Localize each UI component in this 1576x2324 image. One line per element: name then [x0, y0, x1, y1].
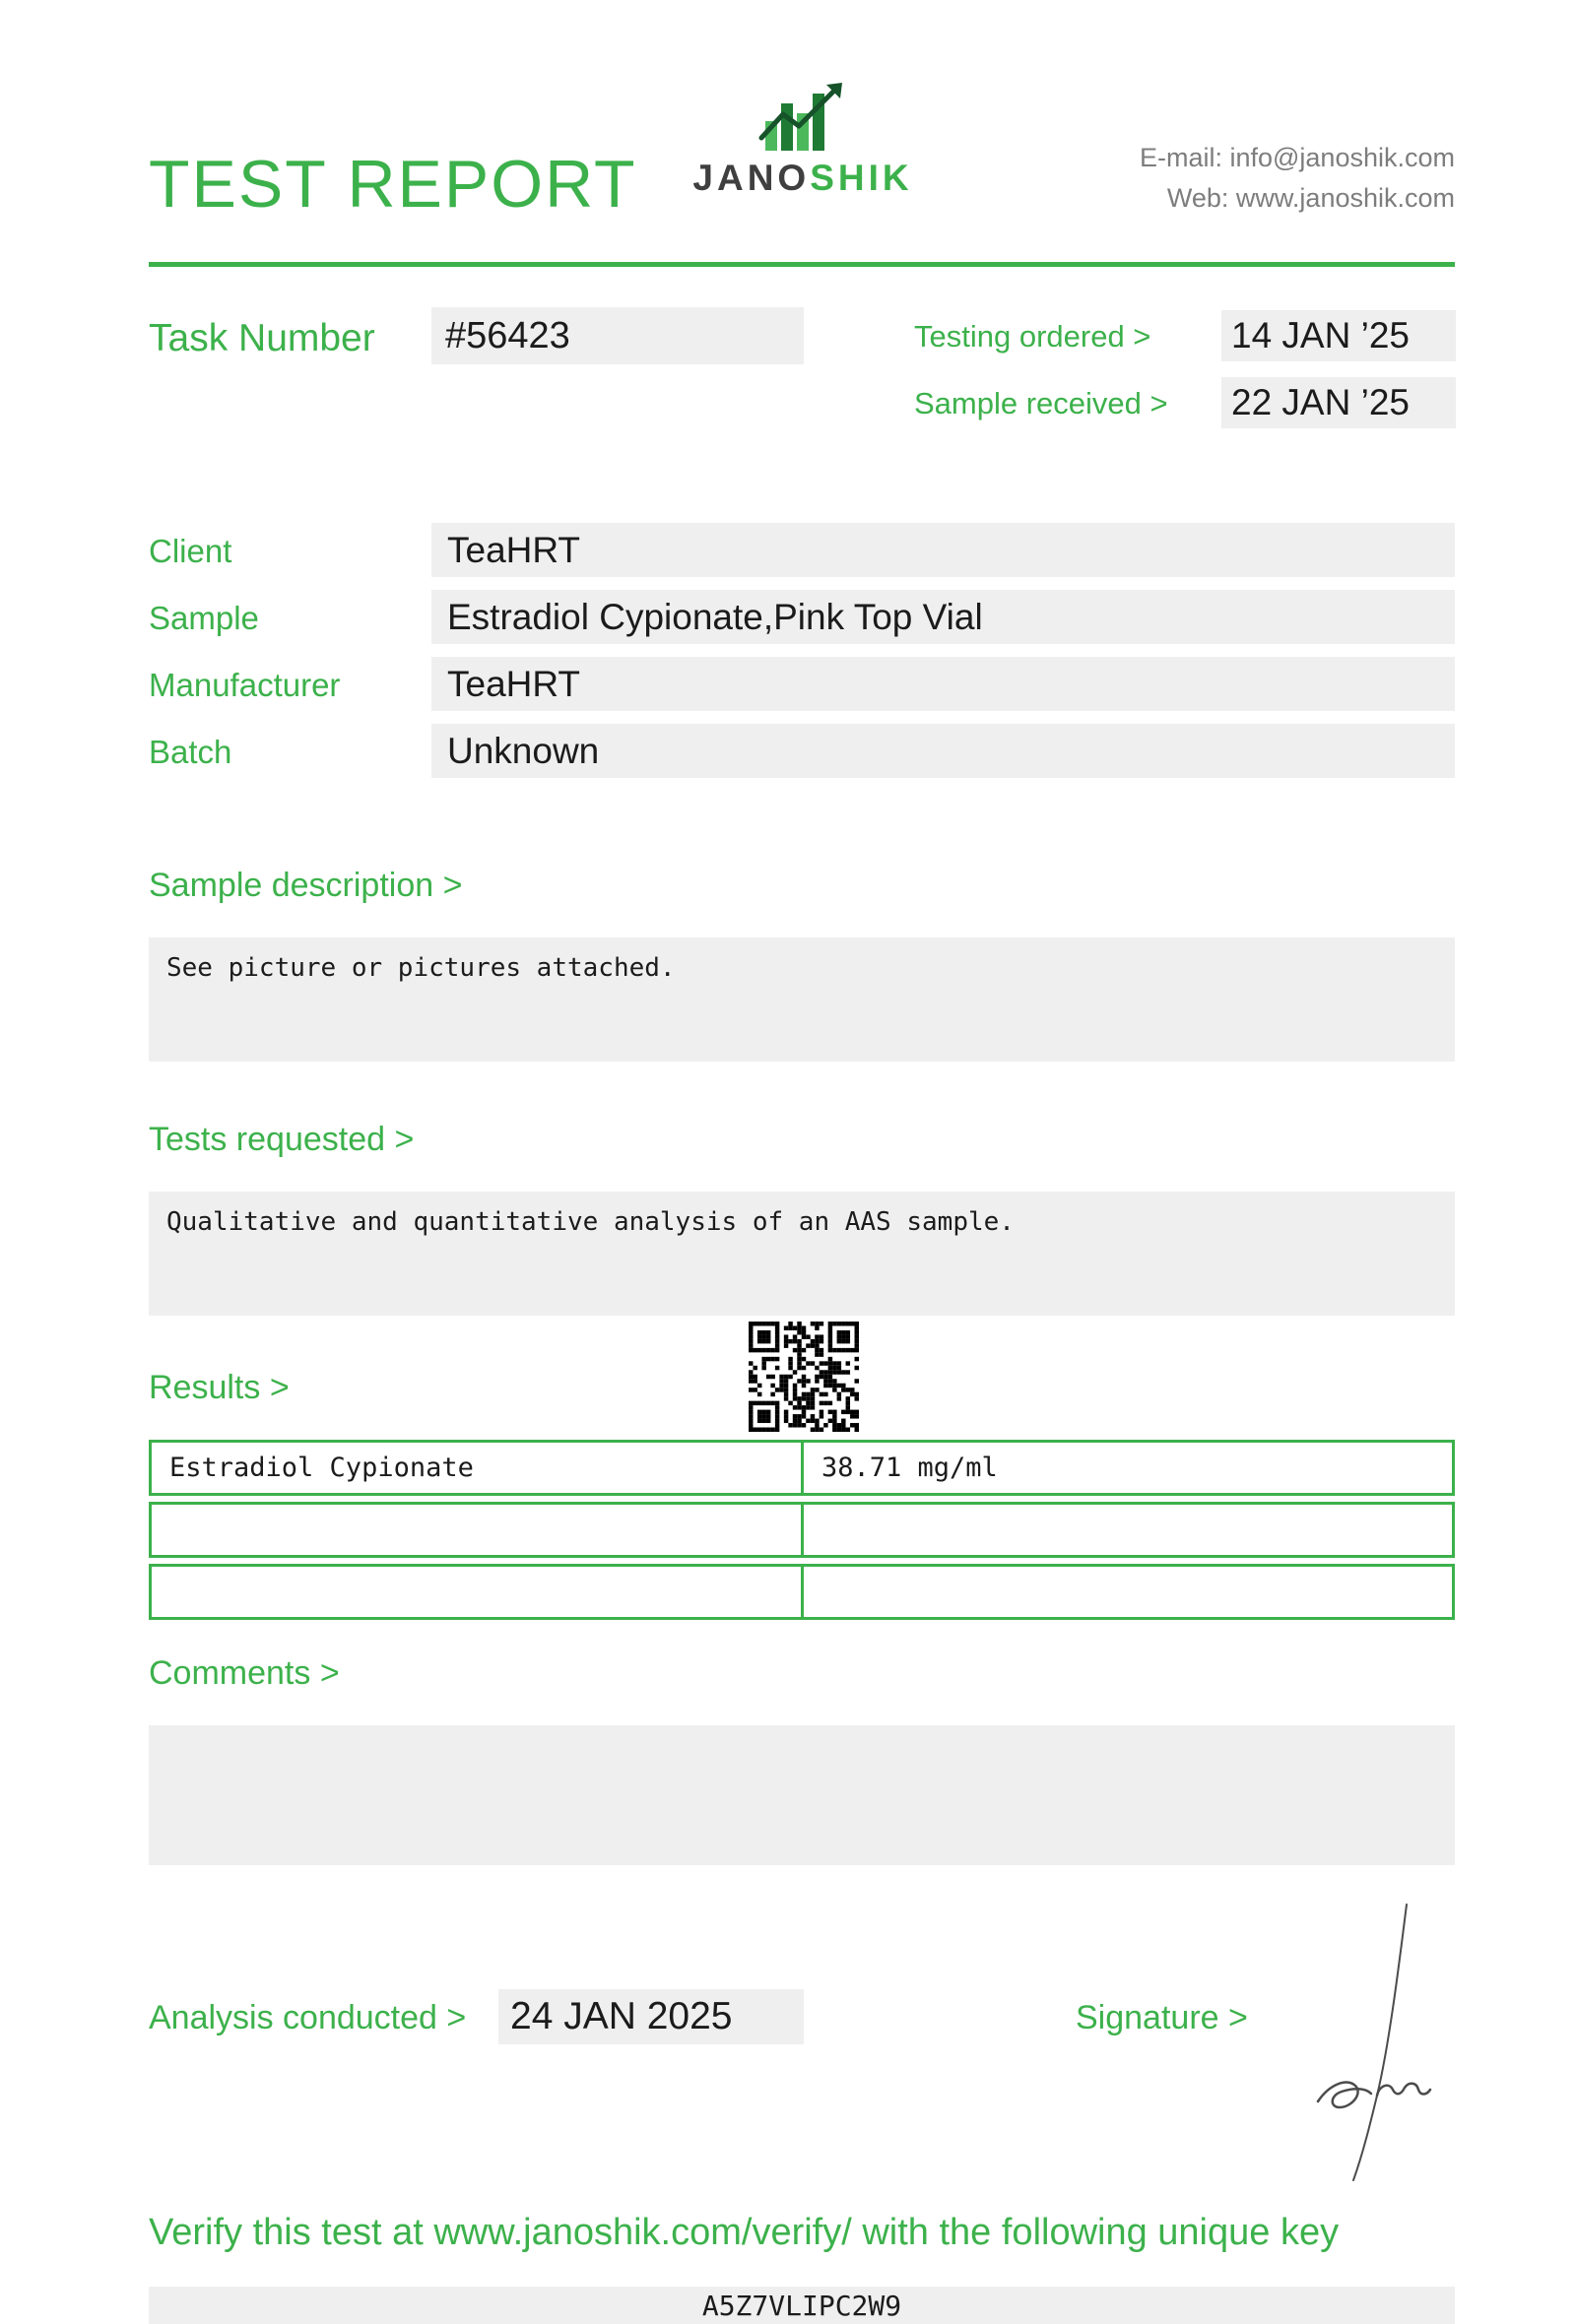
tests-requested-box: Qualitative and quantitative analysis of an AAS sample. [149, 1192, 1455, 1316]
qr-code-image [749, 1322, 859, 1432]
manufacturer-value: TeaHRT [431, 657, 1455, 711]
result-amount [804, 1567, 1452, 1617]
signature-label: Signature > [1076, 1999, 1248, 2036]
comments-heading: Comments > [149, 1654, 340, 1692]
sample-value: Estradiol Cypionate,Pink Top Vial [431, 590, 1455, 644]
result-amount [804, 1505, 1452, 1555]
analysis-conducted-label: Analysis conducted > [149, 1999, 467, 2036]
client-value: TeaHRT [431, 523, 1455, 577]
verify-key: A5Z7VLIPC2W9 [149, 2287, 1455, 2324]
results-heading: Results > [149, 1369, 290, 1406]
result-row [149, 1502, 1455, 1558]
results-table [149, 1440, 1455, 1626]
contact-email: E-mail: info@janoshik.com [1139, 143, 1455, 172]
sample-label: Sample [149, 600, 259, 636]
task-number-label: Task Number [149, 317, 375, 359]
batch-value: Unknown [431, 724, 1455, 778]
result-amount: 38.71 mg/ml [821, 1452, 998, 1483]
sample-received-label: Sample received > [914, 386, 1168, 420]
client-label: Client [149, 533, 232, 569]
tests-requested-heading: Tests requested > [149, 1121, 415, 1158]
batch-label: Batch [149, 734, 232, 770]
sample-description-box: See picture or pictures attached. [149, 937, 1455, 1062]
janoshik-logo [680, 77, 926, 199]
analysis-conducted-value: 24 JAN 2025 [498, 1989, 804, 2044]
testing-ordered-value: 14 JAN ’25 [1221, 310, 1456, 361]
result-substance: Estradiol Cypionate [152, 1443, 804, 1493]
result-substance [152, 1505, 804, 1555]
sample-description-heading: Sample description > [149, 867, 463, 904]
logo-text-shik: SHIK [810, 158, 913, 198]
page-title: TEST REPORT [149, 147, 637, 222]
task-number-value: #56423 [431, 307, 804, 364]
contact-info [1140, 138, 1455, 219]
sample-received-value: 22 JAN ’25 [1221, 377, 1456, 428]
result-substance [152, 1567, 804, 1617]
logo-wordmark [680, 158, 926, 199]
bar-chart-growth-icon [754, 77, 852, 156]
verify-instruction: Verify this test at www.janoshik.com/verify/ with the following unique key [149, 2212, 1340, 2253]
result-row [149, 1564, 1455, 1620]
testing-ordered-label: Testing ordered > [914, 319, 1151, 354]
comments-box [149, 1725, 1455, 1865]
qr-code [749, 1322, 859, 1432]
signature-image [1290, 1899, 1458, 2184]
logo-text-jano: JANO [692, 158, 811, 198]
contact-web: Web: www.janoshik.com [1166, 183, 1455, 213]
manufacturer-label: Manufacturer [149, 667, 341, 703]
header-divider [149, 262, 1455, 267]
result-row [149, 1440, 1455, 1496]
